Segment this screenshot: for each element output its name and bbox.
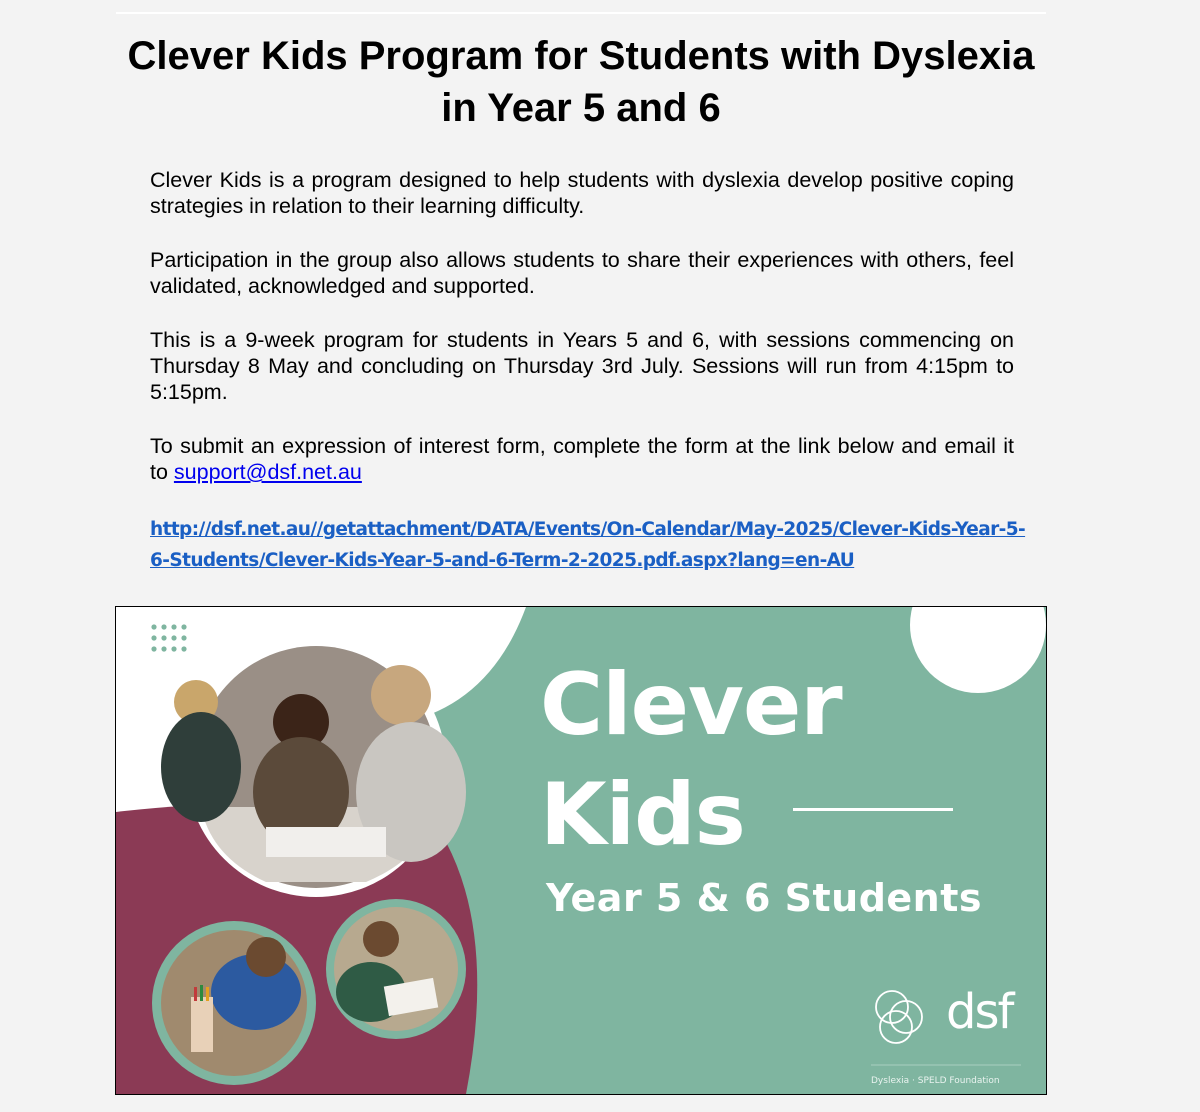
lower-left-photo: [161, 930, 307, 1076]
submission-paragraph: [150, 433, 1014, 485]
flyer-heading-kids: Kids: [540, 765, 745, 865]
top-divider: [116, 12, 1046, 14]
program-flyer-image: [115, 606, 1047, 1095]
flyer-accent-line: [793, 808, 953, 811]
flyer-heading-clever: Clever: [540, 655, 842, 755]
pdf-attachment-link[interactable]: http://dsf.net.au//getattachment/DATA/Events/On-Calendar/May-2025/Clever-Kids-Year-5-6-Students/Clever-Kids-Year-5-and-6-Term-2-2025.pdf.aspx?lang=en-AU: [150, 519, 1026, 571]
document-body: [150, 167, 1014, 513]
page-title: Clever Kids Program for Students with Dyslexia in Year 5 and 6: [127, 34, 1035, 130]
lower-center-photo: [334, 907, 458, 1031]
dsf-logo-subtext: Dyslexia · SPELD Foundation: [871, 1076, 1000, 1086]
dsf-logo-text: dsf: [946, 984, 1013, 1040]
support-email-link[interactable]: support@dsf.net.au: [173, 460, 362, 484]
submission-text: To submit an expression of interest form, complete the form at the link below and email it to: [150, 434, 1014, 484]
flyer-subheading: Year 5 & 6 Students: [546, 876, 983, 920]
intro-paragraph: Clever Kids is a program designed to help students with dyslexia develop positive coping strategies in relation to their learning difficulty.: [150, 168, 1014, 218]
schedule-paragraph: This is a 9-week program for students in Years 5 and 6, with sessions commencing on Thursday 8 May and concluding on Thursday 3rd July. Sessions will run from 4:15pm to 5:15pm.: [150, 328, 1014, 404]
participation-paragraph: Participation in the group also allows students to share their experiences with others, feel validated, acknowledged and supported.: [150, 248, 1014, 298]
